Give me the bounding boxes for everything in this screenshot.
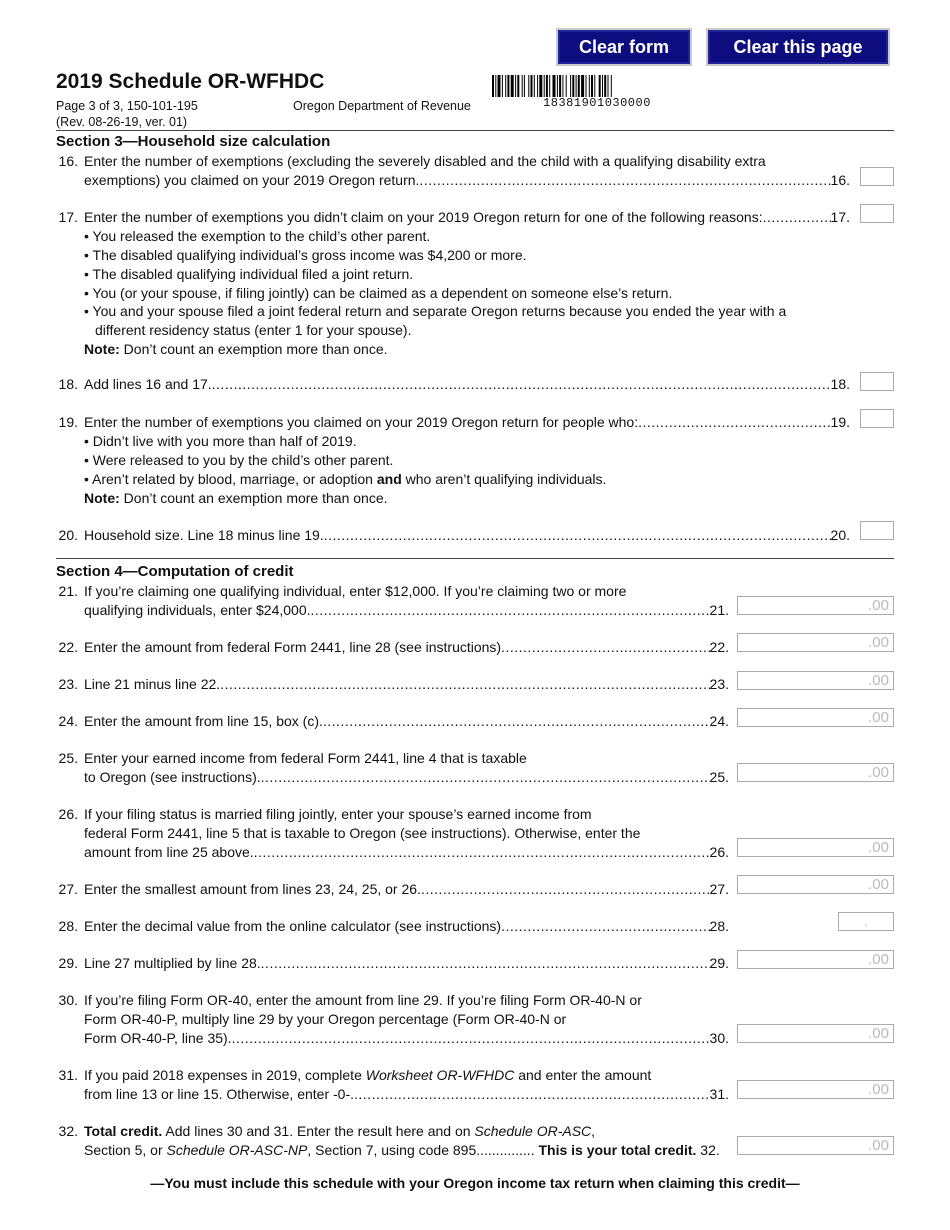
line-24: 24. Enter the amount from line 15, box (c). ..... 24. (56, 712, 729, 732)
department: Oregon Department of Revenue (293, 99, 471, 113)
line-29: 29. Line 27 multiplied by line 28. ..... 29. (56, 954, 729, 974)
line-29-input[interactable]: .00 (737, 950, 894, 969)
line-20: 20. Household size. Line 18 minus line 19. ..... 20. (56, 526, 850, 546)
line-18-input[interactable] (860, 372, 894, 391)
divider (56, 558, 894, 559)
clear-form-button[interactable]: Clear form (556, 28, 692, 66)
line-32: 32. Total credit. Add lines 30 and 31. Enter the result here and on Schedule OR-ASC, Section 5, or Schedule OR-ASC-NP, Section 7, using code 895............... This is your total credit. 32. (58, 1123, 720, 1158)
barcode (492, 75, 702, 97)
line-19-input[interactable] (860, 409, 894, 428)
line-25: 25. Enter your earned income from federal Form 2441, line 4 that is taxable to Oregon (see instructions). ..... 25. (56, 749, 729, 789)
line-23: 23. Line 21 minus line 22. ..... 23. (56, 675, 729, 695)
line-18: 18. Add lines 16 and 17. ..... 18. (56, 375, 850, 395)
line-21-input[interactable]: .00 (737, 596, 894, 615)
line-26-input[interactable]: .00 (737, 838, 894, 857)
line-19: 19. Enter the number of exemptions you claimed on your 2019 Oregon return for people who: ..... 19. • Didn’t live with you more than half of 2019. • Were released to you by the child’s other parent. • Aren’t related by blood, marriage, or adoption and who aren’t qualifying individuals. Note: Don’t count an exemption more than once. (56, 413, 850, 513)
line-16-input[interactable] (860, 167, 894, 186)
line-28: 28. Enter the decimal value from the online calculator (see instructions) ..... 28. (56, 917, 729, 937)
line-21: 21. If you’re claiming one qualifying individual, enter $12,000. If you’re claiming two or more qualifying individuals, enter $24,000. ..... 21. (56, 582, 729, 622)
page-info: Page 3 of 3, 150-101-195 (56, 99, 198, 113)
line-27-input[interactable]: .00 (737, 875, 894, 894)
line-24-input[interactable]: .00 (737, 708, 894, 727)
line-25-input[interactable]: .00 (737, 763, 894, 782)
line-30: 30. If you’re filing Form OR-40, enter the amount from line 29. If you’re filing Form OR-40-N or Form OR-40-P, multiply line 29 by your Oregon percentage (Form OR-40-N or Form OR-40-P, line 35). ..... 30. (56, 991, 729, 1051)
barcode-number: 18381901030000 (543, 96, 651, 110)
line-27: 27. Enter the smallest amount from lines 23, 24, 25, or 26. ..... 27. (56, 880, 729, 900)
line-31-input[interactable]: .00 (737, 1080, 894, 1099)
line-20-input[interactable] (860, 521, 894, 540)
line-17-input[interactable] (860, 204, 894, 223)
section4-heading: Section 4—Computation of credit (56, 563, 294, 580)
line-16: 16. Enter the number of exemptions (excluding the severely disabled and the child with a qualifying disability extra exemptions) you claimed on your 2019 Oregon return. ..... 16. (56, 152, 850, 192)
line-32-input[interactable]: .00 (737, 1136, 894, 1155)
line-17: 17. Enter the number of exemptions you didn’t claim on your 2019 Oregon return for one of the following reasons: ..... 17. • You released the exemption to the child’s other parent. • The disabled qualifying individual’s gross income was $4,200 or more. • The disabled qualifying individual filed a joint return. • You (or your spouse, if filing jointly) can be claimed as a dependent on someone else’s return. • You and your spouse filed a joint federal return and separate Oregon returns because you ended the year with a different residency status (enter 1 for your spouse). Note: Don’t count an exemption more than once. (56, 208, 850, 358)
revision: (Rev. 08-26-19, ver. 01) (56, 115, 188, 129)
form-title: 2019 Schedule OR-WFHDC (56, 70, 325, 93)
line-22-input[interactable]: .00 (737, 633, 894, 652)
divider (56, 130, 894, 131)
line-31: 31. If you paid 2018 expenses in 2019, complete Worksheet OR-WFHDC and enter the amount from line 13 or line 15. Otherwise, enter -0-. ..... 31. (56, 1066, 729, 1106)
line-26: 26. If your filing status is married filing jointly, enter your spouse’s earned income from federal Form 2441, line 5 that is taxable to Oregon (see instructions). Otherwise, enter the amount from line 25 above. ..... 26. (56, 805, 729, 865)
line-28-input[interactable]: . (838, 912, 894, 931)
line-23-input[interactable]: .00 (737, 671, 894, 690)
line-30-input[interactable]: .00 (737, 1024, 894, 1043)
clear-page-button[interactable]: Clear this page (706, 28, 890, 66)
line-22: 22. Enter the amount from federal Form 2441, line 28 (see instructions) ..... 22. (56, 638, 729, 658)
footer-note: —You must include this schedule with your Oregon income tax return when claiming this credit— (150, 1175, 800, 1191)
section3-heading: Section 3—Household size calculation (56, 133, 331, 150)
